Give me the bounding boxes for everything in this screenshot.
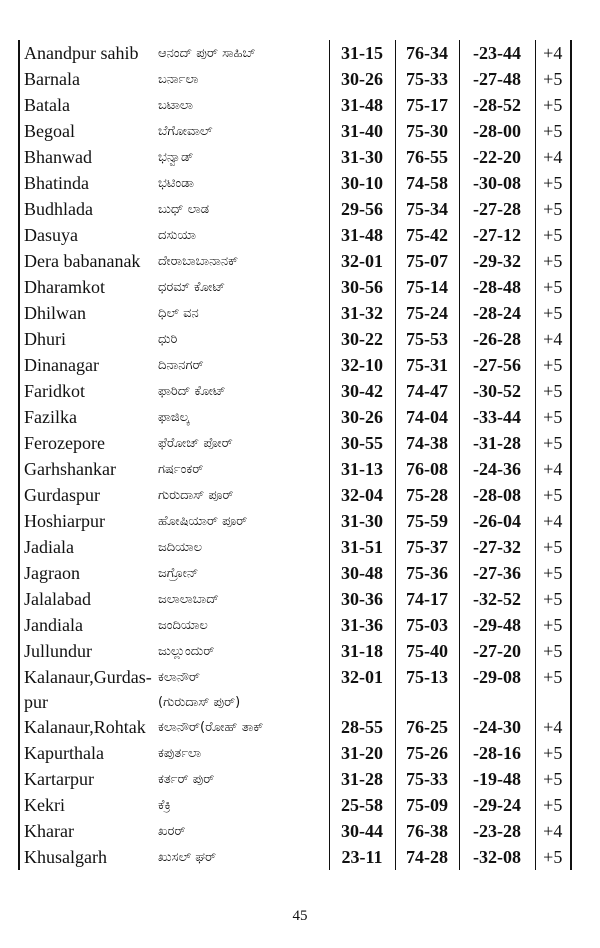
table-row — [19, 196, 571, 222]
place-name-en-cell: Faridkot — [24, 380, 85, 401]
zone-correction-cell: +5 — [543, 742, 563, 763]
table-row — [19, 66, 571, 92]
latitude-cell: 31-36 — [329, 612, 395, 638]
longitude-cell: 75-37 — [395, 534, 459, 560]
zone-correction-cell: +4 — [543, 820, 563, 841]
table-row — [19, 664, 571, 690]
longitude-cell: 75-53 — [395, 326, 459, 352]
longitude-cell: 74-38 — [395, 430, 459, 456]
places-table — [18, 40, 572, 870]
place-name-kn-cell: ಕಪುರ್ತಲಾ — [154, 740, 329, 766]
place-name-kn-cell: ಬುಧ್ ಲಾಡ — [154, 196, 329, 222]
longitude-cell: 75-33 — [395, 66, 459, 92]
place-name-en-cell: Kalanaur,Gurdas- — [24, 666, 152, 687]
places-table-body — [19, 40, 571, 870]
longitude-cell: 74-58 — [395, 170, 459, 196]
place-name-kn-cell: ಕಲಾನೌರ್(ರೋಹ್ ತಾಕ್ — [154, 714, 329, 740]
time-difference-cell: -28-00 — [459, 118, 535, 144]
latitude-cell: 32-01 — [329, 664, 395, 690]
time-difference-cell: -24-30 — [459, 714, 535, 740]
zone-correction-cell: +5 — [543, 768, 563, 789]
longitude-cell: 76-34 — [395, 40, 459, 66]
place-name-kn-cell: ಬಟಾಲಾ — [154, 92, 329, 118]
place-name-en-cell: Anandpur sahib — [24, 42, 139, 63]
place-name-en-cell: Dasuya — [24, 224, 78, 245]
place-name-kn-cell: ಜುಲ್ಲುಂದುರ್ — [154, 638, 329, 664]
latitude-cell: 31-20 — [329, 740, 395, 766]
zone-correction-cell: +5 — [543, 484, 563, 505]
table-row — [19, 456, 571, 482]
zone-correction-cell: +5 — [543, 406, 563, 427]
longitude-cell: 74-04 — [395, 404, 459, 430]
zone-correction-cell: +5 — [543, 794, 563, 815]
longitude-cell: 75-33 — [395, 766, 459, 792]
page-number: 45 — [292, 908, 308, 924]
zone-correction-cell: +5 — [543, 172, 563, 193]
latitude-cell: 31-18 — [329, 638, 395, 664]
time-difference-cell: -27-12 — [459, 222, 535, 248]
table-row — [19, 534, 571, 560]
table-row — [19, 560, 571, 586]
zone-correction-cell: +5 — [543, 120, 563, 141]
time-difference-cell: -28-52 — [459, 92, 535, 118]
place-name-kn-cell: ಜಲಾಲಾಬಾದ್ — [154, 586, 329, 612]
zone-correction-cell: +5 — [543, 562, 563, 583]
table-row — [19, 844, 571, 870]
place-name-en-cell: Bhanwad — [24, 146, 92, 167]
time-difference-cell: -19-48 — [459, 766, 535, 792]
place-name-en-cell: Jadiala — [24, 536, 74, 557]
zone-correction-cell: +5 — [543, 536, 563, 557]
latitude-cell: 31-30 — [329, 144, 395, 170]
time-difference-cell: -29-48 — [459, 612, 535, 638]
place-name-en-cell: Dhilwan — [24, 302, 86, 323]
time-difference-cell: -23-44 — [459, 40, 535, 66]
latitude-cell: 30-44 — [329, 818, 395, 844]
longitude-cell: 76-25 — [395, 714, 459, 740]
latitude-cell: 23-11 — [329, 844, 395, 870]
latitude-cell: 30-26 — [329, 404, 395, 430]
place-name-kn-cell: ಕರ್ತರ್ ಪುರ್ — [154, 766, 329, 792]
place-name-kn-cell: ಕಲಾನೌರ್ — [154, 664, 329, 690]
time-difference-cell: -32-08 — [459, 844, 535, 870]
table-row — [19, 638, 571, 664]
time-difference-cell: -30-08 — [459, 170, 535, 196]
latitude-cell: 32-04 — [329, 482, 395, 508]
time-difference-cell: -27-20 — [459, 638, 535, 664]
place-name-en-cell: Dera babananak — [24, 250, 141, 271]
latitude-cell: 31-48 — [329, 92, 395, 118]
time-difference-cell: -22-20 — [459, 144, 535, 170]
place-name-en-cell: Jalalabad — [24, 588, 91, 609]
place-name-kn-cell: ಧಿಲ್ ವನ — [154, 300, 329, 326]
time-difference-cell: -31-28 — [459, 430, 535, 456]
longitude-cell: 75-36 — [395, 560, 459, 586]
latitude-cell: 30-56 — [329, 274, 395, 300]
place-name-en-cell: Begoal — [24, 120, 75, 141]
place-name-en-cell: Kartarpur — [24, 768, 94, 789]
zone-correction-cell: +4 — [543, 458, 563, 479]
longitude-cell: 75-40 — [395, 638, 459, 664]
zone-correction-cell: +5 — [543, 94, 563, 115]
longitude-cell: 75-03 — [395, 612, 459, 638]
place-name-kn-cell: ಫಾಜಿಲ್ಕ — [154, 404, 329, 430]
longitude-cell: 75-13 — [395, 664, 459, 690]
table-row — [19, 40, 571, 66]
latitude-cell: 30-10 — [329, 170, 395, 196]
place-name-en-cell: Bhatinda — [24, 172, 89, 193]
time-difference-cell: -27-32 — [459, 534, 535, 560]
place-name-kn-cell: ದೇರಾಬಾಬಾನಾನಕ್ — [154, 248, 329, 274]
zone-correction-cell: +5 — [543, 68, 563, 89]
table-row — [19, 170, 571, 196]
longitude-cell: 76-38 — [395, 818, 459, 844]
place-name-en-cell: Barnala — [24, 68, 80, 89]
time-difference-cell: -27-36 — [459, 560, 535, 586]
zone-correction-cell: +5 — [543, 354, 563, 375]
table-row — [19, 690, 571, 714]
longitude-cell: 75-24 — [395, 300, 459, 326]
table-row — [19, 714, 571, 740]
longitude-cell: 76-08 — [395, 456, 459, 482]
time-difference-cell: -29-08 — [459, 664, 535, 690]
latitude-cell: 30-22 — [329, 326, 395, 352]
table-row — [19, 144, 571, 170]
time-difference-cell — [459, 690, 535, 714]
zone-correction-cell: +5 — [543, 640, 563, 661]
longitude-cell: 76-55 — [395, 144, 459, 170]
table-row — [19, 300, 571, 326]
time-difference-cell: -24-36 — [459, 456, 535, 482]
place-name-kn-cell: ಗರ್ಷಂಕರ್ — [154, 456, 329, 482]
latitude-cell: 31-32 — [329, 300, 395, 326]
place-name-kn-cell: ಜಗ್ರೋನ್ — [154, 560, 329, 586]
place-name-kn-cell: ಕೆಕ್ರಿ — [154, 792, 329, 818]
place-name-kn-cell: ಖರರ್ — [154, 818, 329, 844]
latitude-cell: 31-51 — [329, 534, 395, 560]
place-name-en-cell: Jullundur — [24, 640, 93, 661]
time-difference-cell: -27-28 — [459, 196, 535, 222]
time-difference-cell: -26-04 — [459, 508, 535, 534]
latitude-cell: 30-48 — [329, 560, 395, 586]
zone-correction-cell: +5 — [543, 276, 563, 297]
place-name-en-cell: Kharar — [24, 820, 74, 841]
latitude-cell: 25-58 — [329, 792, 395, 818]
time-difference-cell: -27-48 — [459, 66, 535, 92]
place-name-en-cell: Dhuri — [24, 328, 66, 349]
table-row — [19, 118, 571, 144]
time-difference-cell: -28-24 — [459, 300, 535, 326]
place-name-kn-cell: ಧರಮ್ ಕೋಟ್ — [154, 274, 329, 300]
longitude-cell: 74-28 — [395, 844, 459, 870]
latitude-cell: 31-40 — [329, 118, 395, 144]
longitude-cell: 75-31 — [395, 352, 459, 378]
time-difference-cell: -27-56 — [459, 352, 535, 378]
latitude-cell: 29-56 — [329, 196, 395, 222]
place-name-en-cell: Jandiala — [24, 614, 83, 635]
place-name-en-cell: Dharamkot — [24, 276, 105, 297]
latitude-cell: 31-13 — [329, 456, 395, 482]
table-row — [19, 222, 571, 248]
zone-correction-cell: +5 — [543, 846, 563, 867]
time-difference-cell: -28-16 — [459, 740, 535, 766]
latitude-cell: 30-36 — [329, 586, 395, 612]
table-row — [19, 792, 571, 818]
place-name-en-cell: pur — [24, 691, 48, 712]
place-name-kn-cell: ಬೆಗೋವಾಲ್ — [154, 118, 329, 144]
place-name-kn-cell: ದಸುಯಾ — [154, 222, 329, 248]
place-name-en-cell: Kapurthala — [24, 742, 104, 763]
table-row — [19, 586, 571, 612]
table-row — [19, 404, 571, 430]
place-name-kn-cell: ಗುರುದಾಸ್ ಪೂರ್ — [154, 482, 329, 508]
latitude-cell: 32-01 — [329, 248, 395, 274]
longitude-cell: 74-47 — [395, 378, 459, 404]
time-difference-cell: -30-52 — [459, 378, 535, 404]
place-name-kn-cell: ಜಂದಿಯಾಲ — [154, 612, 329, 638]
time-difference-cell: -28-48 — [459, 274, 535, 300]
place-name-kn-cell: ಭನ್ವಾಡ್ — [154, 144, 329, 170]
table-row — [19, 92, 571, 118]
place-name-en-cell: Ferozepore — [24, 432, 105, 453]
longitude-cell — [395, 690, 459, 714]
table-row — [19, 274, 571, 300]
table-row — [19, 352, 571, 378]
table-row — [19, 482, 571, 508]
place-name-kn-cell: ದಿನಾನಗರ್ — [154, 352, 329, 378]
zone-correction-cell: +4 — [543, 42, 563, 63]
place-name-kn-cell: ಆನಂದ್ ಪುರ್ ಸಾಹಿಬ್ — [154, 40, 329, 66]
longitude-cell: 75-14 — [395, 274, 459, 300]
time-difference-cell: -32-52 — [459, 586, 535, 612]
zone-correction-cell: +5 — [543, 666, 563, 687]
latitude-cell: 32-10 — [329, 352, 395, 378]
table-row — [19, 612, 571, 638]
zone-correction-cell: +5 — [543, 614, 563, 635]
place-name-en-cell: Budhlada — [24, 198, 93, 219]
latitude-cell: 30-42 — [329, 378, 395, 404]
zone-correction-cell: +4 — [543, 510, 563, 531]
place-name-kn-cell: (ಗುರುದಾಸ್ ಪುರ್) — [154, 690, 329, 714]
time-difference-cell: -29-32 — [459, 248, 535, 274]
latitude-cell — [329, 690, 395, 714]
table-row — [19, 508, 571, 534]
longitude-cell: 75-26 — [395, 740, 459, 766]
place-name-kn-cell: ಧುರಿ — [154, 326, 329, 352]
zone-correction-cell: +5 — [543, 198, 563, 219]
table-row — [19, 430, 571, 456]
zone-correction-cell: +5 — [543, 380, 563, 401]
latitude-cell: 30-26 — [329, 66, 395, 92]
longitude-cell: 75-28 — [395, 482, 459, 508]
latitude-cell: 28-55 — [329, 714, 395, 740]
zone-correction-cell: +5 — [543, 224, 563, 245]
zone-correction-cell: +4 — [543, 146, 563, 167]
place-name-en-cell: Batala — [24, 94, 70, 115]
longitude-cell: 75-09 — [395, 792, 459, 818]
place-name-kn-cell: ಜದಿಯಾಲ — [154, 534, 329, 560]
place-name-kn-cell: ಖುಸಲ್ ಘರ್ — [154, 844, 329, 870]
table-row — [19, 766, 571, 792]
place-name-en-cell: Gurdaspur — [24, 484, 100, 505]
table-row — [19, 248, 571, 274]
latitude-cell: 31-15 — [329, 40, 395, 66]
place-name-en-cell: Khusalgarh — [24, 846, 107, 867]
zone-correction-cell: +5 — [543, 302, 563, 323]
latitude-cell: 31-30 — [329, 508, 395, 534]
zone-correction-cell: +5 — [543, 250, 563, 271]
latitude-cell: 30-55 — [329, 430, 395, 456]
place-name-kn-cell: ಬರ್ನಾಲಾ — [154, 66, 329, 92]
table-row — [19, 378, 571, 404]
time-difference-cell: -28-08 — [459, 482, 535, 508]
longitude-cell: 75-30 — [395, 118, 459, 144]
time-difference-cell: -26-28 — [459, 326, 535, 352]
place-name-kn-cell: ಭಟಿಂಡಾ — [154, 170, 329, 196]
longitude-cell: 75-07 — [395, 248, 459, 274]
place-name-kn-cell: ಫೆರೋಜ್ ಪೋರ್ — [154, 430, 329, 456]
zone-correction-cell: +4 — [543, 328, 563, 349]
place-name-en-cell: Kekri — [24, 794, 65, 815]
longitude-cell: 74-17 — [395, 586, 459, 612]
table-row — [19, 818, 571, 844]
longitude-cell: 75-59 — [395, 508, 459, 534]
longitude-cell: 75-17 — [395, 92, 459, 118]
place-name-kn-cell: ಹೋಷಿಯಾರ್ ಪೂರ್ — [154, 508, 329, 534]
place-name-en-cell: Kalanaur,Rohtak — [24, 716, 146, 737]
time-difference-cell: -29-24 — [459, 792, 535, 818]
place-name-en-cell: Dinanagar — [24, 354, 99, 375]
longitude-cell: 75-34 — [395, 196, 459, 222]
latitude-cell: 31-28 — [329, 766, 395, 792]
place-name-en-cell: Garhshankar — [24, 458, 116, 479]
time-difference-cell: -23-28 — [459, 818, 535, 844]
latitude-cell: 31-48 — [329, 222, 395, 248]
table-row — [19, 326, 571, 352]
zone-correction-cell: +4 — [543, 716, 563, 737]
place-name-en-cell: Fazilka — [24, 406, 77, 427]
zone-correction-cell: +5 — [543, 432, 563, 453]
table-row — [19, 740, 571, 766]
longitude-cell: 75-42 — [395, 222, 459, 248]
zone-correction-cell: +5 — [543, 588, 563, 609]
time-difference-cell: -33-44 — [459, 404, 535, 430]
place-name-kn-cell: ಫಾರಿದ್ ಕೋಟ್ — [154, 378, 329, 404]
place-name-en-cell: Jagraon — [24, 562, 80, 583]
zone-correction-cell — [535, 690, 571, 714]
place-name-en-cell: Hoshiarpur — [24, 510, 105, 531]
